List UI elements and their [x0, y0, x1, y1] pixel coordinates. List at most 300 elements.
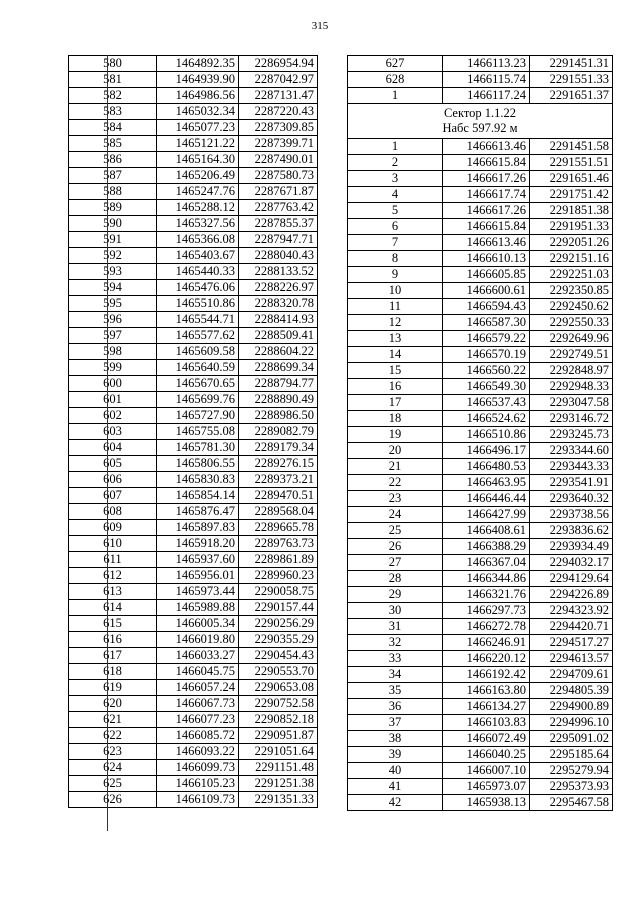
table-row — [348, 459, 613, 475]
point-number: 22 — [348, 475, 443, 491]
table-row — [348, 347, 613, 363]
point-number: 623 — [69, 744, 157, 760]
x-coordinate: 1466072.49 — [443, 731, 530, 747]
x-coordinate: 1465247.76 — [157, 184, 239, 200]
point-number: 598 — [69, 344, 157, 360]
point-number: 581 — [69, 72, 157, 88]
sector-header-row — [348, 104, 613, 139]
point-number: 605 — [69, 456, 157, 472]
table-row — [69, 232, 318, 248]
point-number: 30 — [348, 603, 443, 619]
y-coordinate: 2294517.27 — [530, 635, 613, 651]
table-row — [348, 203, 613, 219]
y-coordinate: 2294129.64 — [530, 571, 613, 587]
y-coordinate: 2288414.93 — [239, 312, 318, 328]
point-number: 611 — [69, 552, 157, 568]
table-row — [348, 155, 613, 171]
table-row — [69, 360, 318, 376]
y-coordinate: 2289276.15 — [239, 456, 318, 472]
y-coordinate: 2287131.47 — [239, 88, 318, 104]
point-number: 625 — [69, 776, 157, 792]
table-row — [348, 427, 613, 443]
table-row — [348, 443, 613, 459]
point-number: 580 — [69, 56, 157, 72]
table-row — [348, 363, 613, 379]
table-row — [69, 744, 318, 760]
y-coordinate: 2293047.58 — [530, 395, 613, 411]
point-number: 27 — [348, 555, 443, 571]
x-coordinate: 1465640.59 — [157, 360, 239, 376]
table-row — [69, 344, 318, 360]
point-number: 24 — [348, 507, 443, 523]
y-coordinate: 2291351.33 — [239, 792, 318, 808]
y-coordinate: 2293640.32 — [530, 491, 613, 507]
point-number: 585 — [69, 136, 157, 152]
point-number: 628 — [348, 72, 443, 88]
point-number: 16 — [348, 379, 443, 395]
x-coordinate: 1466463.95 — [443, 475, 530, 491]
table-row — [348, 171, 613, 187]
y-coordinate: 2291251.38 — [239, 776, 318, 792]
table-row — [69, 648, 318, 664]
x-coordinate: 1466321.76 — [443, 587, 530, 603]
y-coordinate: 2289470.51 — [239, 488, 318, 504]
x-coordinate: 1466246.91 — [443, 635, 530, 651]
sector-header — [348, 104, 613, 139]
y-coordinate: 2287580.73 — [239, 168, 318, 184]
x-coordinate: 1466613.46 — [443, 139, 530, 155]
table-row — [69, 584, 318, 600]
x-coordinate: 1466115.74 — [443, 72, 530, 88]
y-coordinate: 2290852.18 — [239, 712, 318, 728]
x-coordinate: 1466103.83 — [443, 715, 530, 731]
x-coordinate: 1465609.58 — [157, 344, 239, 360]
x-coordinate: 1466560.22 — [443, 363, 530, 379]
y-coordinate: 2289665.78 — [239, 520, 318, 536]
y-coordinate: 2293541.91 — [530, 475, 613, 491]
table-row — [348, 603, 613, 619]
table-row — [69, 248, 318, 264]
table-row — [69, 696, 318, 712]
y-coordinate: 2290355.29 — [239, 632, 318, 648]
table-row — [348, 251, 613, 267]
point-number: 35 — [348, 683, 443, 699]
table-row — [69, 472, 318, 488]
y-coordinate: 2293836.62 — [530, 523, 613, 539]
page-number: 315 — [311, 20, 329, 32]
y-coordinate: 2288890.49 — [239, 392, 318, 408]
table-row — [69, 280, 318, 296]
y-coordinate: 2292550.33 — [530, 315, 613, 331]
point-number: 613 — [69, 584, 157, 600]
x-coordinate: 1465032.34 — [157, 104, 239, 120]
table-row — [348, 683, 613, 699]
x-coordinate: 1466480.53 — [443, 459, 530, 475]
table-row — [69, 184, 318, 200]
y-coordinate: 2293146.72 — [530, 411, 613, 427]
x-coordinate: 1466524.62 — [443, 411, 530, 427]
point-number: 599 — [69, 360, 157, 376]
table-row — [69, 296, 318, 312]
x-coordinate: 1466040.25 — [443, 747, 530, 763]
x-coordinate: 1466093.22 — [157, 744, 239, 760]
y-coordinate: 2291151.48 — [239, 760, 318, 776]
table-row — [348, 587, 613, 603]
point-number: 25 — [348, 523, 443, 539]
table-row — [348, 539, 613, 555]
y-coordinate: 2288320.78 — [239, 296, 318, 312]
point-number: 20 — [348, 443, 443, 459]
x-coordinate: 1466033.27 — [157, 648, 239, 664]
binder-line — [107, 55, 108, 831]
x-coordinate: 1466617.74 — [443, 187, 530, 203]
y-coordinate: 2295373.93 — [530, 779, 613, 795]
x-coordinate: 1466105.23 — [157, 776, 239, 792]
table-row — [69, 440, 318, 456]
y-coordinate: 2291551.33 — [530, 72, 613, 88]
point-number: 31 — [348, 619, 443, 635]
x-coordinate: 1466134.27 — [443, 699, 530, 715]
point-number: 4 — [348, 187, 443, 203]
y-coordinate: 2288986.50 — [239, 408, 318, 424]
x-coordinate: 1465440.33 — [157, 264, 239, 280]
right-table-body — [348, 56, 613, 811]
x-coordinate: 1465918.20 — [157, 536, 239, 552]
y-coordinate: 2295091.02 — [530, 731, 613, 747]
table-row — [348, 395, 613, 411]
x-coordinate: 1465121.22 — [157, 136, 239, 152]
x-coordinate: 1466549.30 — [443, 379, 530, 395]
x-coordinate: 1466019.80 — [157, 632, 239, 648]
x-coordinate: 1466067.73 — [157, 696, 239, 712]
point-number: 36 — [348, 699, 443, 715]
table-row — [69, 776, 318, 792]
table-row — [69, 552, 318, 568]
x-coordinate: 1466613.46 — [443, 235, 530, 251]
point-number: 624 — [69, 760, 157, 776]
table-row — [69, 408, 318, 424]
y-coordinate: 2292151.16 — [530, 251, 613, 267]
point-number: 584 — [69, 120, 157, 136]
table-row — [69, 600, 318, 616]
x-coordinate: 1465476.06 — [157, 280, 239, 296]
point-number: 591 — [69, 232, 157, 248]
point-number: 12 — [348, 315, 443, 331]
point-number: 597 — [69, 328, 157, 344]
x-coordinate: 1466220.12 — [443, 651, 530, 667]
point-number: 607 — [69, 488, 157, 504]
sector-title: Сектор 1.1.22 — [443, 106, 517, 120]
table-row — [69, 152, 318, 168]
x-coordinate: 1466077.23 — [157, 712, 239, 728]
point-number: 627 — [348, 56, 443, 72]
x-coordinate: 1465876.47 — [157, 504, 239, 520]
point-number: 583 — [69, 104, 157, 120]
x-coordinate: 1466344.86 — [443, 571, 530, 587]
table-row — [69, 72, 318, 88]
y-coordinate: 2295185.64 — [530, 747, 613, 763]
table-row — [69, 136, 318, 152]
x-coordinate: 1465327.56 — [157, 216, 239, 232]
table-row — [348, 779, 613, 795]
point-number: 32 — [348, 635, 443, 651]
y-coordinate: 2291451.58 — [530, 139, 613, 155]
point-number: 582 — [69, 88, 157, 104]
y-coordinate: 2291651.37 — [530, 88, 613, 104]
x-coordinate: 1464939.90 — [157, 72, 239, 88]
y-coordinate: 2287042.97 — [239, 72, 318, 88]
y-coordinate: 2291951.33 — [530, 219, 613, 235]
x-coordinate: 1465781.30 — [157, 440, 239, 456]
y-coordinate: 2290157.44 — [239, 600, 318, 616]
table-row — [69, 760, 318, 776]
point-number: 617 — [69, 648, 157, 664]
x-coordinate: 1465077.23 — [157, 120, 239, 136]
y-coordinate: 2289179.34 — [239, 440, 318, 456]
x-coordinate: 1465699.76 — [157, 392, 239, 408]
table-row — [348, 219, 613, 235]
point-number: 595 — [69, 296, 157, 312]
x-coordinate: 1466605.85 — [443, 267, 530, 283]
table-row — [348, 88, 613, 104]
table-row — [348, 667, 613, 683]
y-coordinate: 2290752.58 — [239, 696, 318, 712]
x-coordinate: 1466388.29 — [443, 539, 530, 555]
y-coordinate: 2287763.42 — [239, 200, 318, 216]
x-coordinate: 1466005.34 — [157, 616, 239, 632]
table-row — [69, 504, 318, 520]
x-coordinate: 1466085.72 — [157, 728, 239, 744]
table-row — [69, 488, 318, 504]
y-coordinate: 2288040.43 — [239, 248, 318, 264]
point-number: 612 — [69, 568, 157, 584]
y-coordinate: 2291751.42 — [530, 187, 613, 203]
y-coordinate: 2290058.75 — [239, 584, 318, 600]
table-row — [69, 104, 318, 120]
left-coordinates-table — [68, 55, 318, 808]
point-number: 2 — [348, 155, 443, 171]
y-coordinate: 2287490.01 — [239, 152, 318, 168]
x-coordinate: 1464892.35 — [157, 56, 239, 72]
y-coordinate: 2290553.70 — [239, 664, 318, 680]
y-coordinate: 2295467.58 — [530, 795, 613, 811]
y-coordinate: 2294900.89 — [530, 699, 613, 715]
x-coordinate: 1466163.80 — [443, 683, 530, 699]
x-coordinate: 1466600.61 — [443, 283, 530, 299]
table-row — [69, 728, 318, 744]
y-coordinate: 2290951.87 — [239, 728, 318, 744]
point-number: 618 — [69, 664, 157, 680]
table-row — [348, 715, 613, 731]
table-row — [348, 699, 613, 715]
point-number: 616 — [69, 632, 157, 648]
point-number: 11 — [348, 299, 443, 315]
y-coordinate: 2287399.71 — [239, 136, 318, 152]
x-coordinate: 1466045.75 — [157, 664, 239, 680]
y-coordinate: 2289960.23 — [239, 568, 318, 584]
table-row — [69, 216, 318, 232]
table-row — [69, 168, 318, 184]
x-coordinate: 1466496.17 — [443, 443, 530, 459]
point-number: 587 — [69, 168, 157, 184]
point-number: 1 — [348, 88, 443, 104]
y-coordinate: 2294323.92 — [530, 603, 613, 619]
y-coordinate: 2294226.89 — [530, 587, 613, 603]
point-number: 601 — [69, 392, 157, 408]
x-coordinate: 1466367.04 — [443, 555, 530, 571]
x-coordinate: 1466446.44 — [443, 491, 530, 507]
table-row — [348, 267, 613, 283]
sector-area: Набс 597.92 м — [442, 121, 518, 135]
y-coordinate: 2289373.21 — [239, 472, 318, 488]
table-row — [69, 424, 318, 440]
x-coordinate: 1466117.24 — [443, 88, 530, 104]
point-number: 8 — [348, 251, 443, 267]
point-number: 38 — [348, 731, 443, 747]
point-number: 10 — [348, 283, 443, 299]
y-coordinate: 2295279.94 — [530, 763, 613, 779]
x-coordinate: 1465206.49 — [157, 168, 239, 184]
y-coordinate: 2291051.64 — [239, 744, 318, 760]
y-coordinate: 2288226.97 — [239, 280, 318, 296]
point-number: 7 — [348, 235, 443, 251]
point-number: 626 — [69, 792, 157, 808]
table-row — [348, 491, 613, 507]
x-coordinate: 1466297.73 — [443, 603, 530, 619]
x-coordinate: 1465403.67 — [157, 248, 239, 264]
y-coordinate: 2289082.79 — [239, 424, 318, 440]
right-coordinates-table — [347, 55, 613, 811]
table-row — [348, 56, 613, 72]
table-row — [69, 456, 318, 472]
point-number: 9 — [348, 267, 443, 283]
y-coordinate: 2292051.26 — [530, 235, 613, 251]
point-number: 1 — [348, 139, 443, 155]
y-coordinate: 2292948.33 — [530, 379, 613, 395]
point-number: 602 — [69, 408, 157, 424]
table-row — [348, 379, 613, 395]
point-number: 621 — [69, 712, 157, 728]
x-coordinate: 1465830.83 — [157, 472, 239, 488]
y-coordinate: 2293245.73 — [530, 427, 613, 443]
y-coordinate: 2287309.85 — [239, 120, 318, 136]
x-coordinate: 1466617.26 — [443, 203, 530, 219]
table-row — [69, 680, 318, 696]
y-coordinate: 2288509.41 — [239, 328, 318, 344]
point-number: 40 — [348, 763, 443, 779]
point-number: 29 — [348, 587, 443, 603]
point-number: 34 — [348, 667, 443, 683]
point-number: 23 — [348, 491, 443, 507]
table-row — [348, 619, 613, 635]
point-number: 600 — [69, 376, 157, 392]
point-number: 39 — [348, 747, 443, 763]
table-row — [69, 792, 318, 808]
x-coordinate: 1465577.62 — [157, 328, 239, 344]
x-coordinate: 1464986.56 — [157, 88, 239, 104]
point-number: 593 — [69, 264, 157, 280]
table-row — [348, 299, 613, 315]
table-row — [69, 632, 318, 648]
table-row — [348, 475, 613, 491]
x-coordinate: 1466510.86 — [443, 427, 530, 443]
table-row — [348, 571, 613, 587]
x-coordinate: 1465938.13 — [443, 795, 530, 811]
x-coordinate: 1466057.24 — [157, 680, 239, 696]
point-number: 37 — [348, 715, 443, 731]
x-coordinate: 1465973.07 — [443, 779, 530, 795]
point-number: 21 — [348, 459, 443, 475]
y-coordinate: 2291551.51 — [530, 155, 613, 171]
table-row — [348, 283, 613, 299]
table-row — [69, 120, 318, 136]
table-row — [348, 235, 613, 251]
x-coordinate: 1466615.84 — [443, 219, 530, 235]
x-coordinate: 1466408.61 — [443, 523, 530, 539]
table-row — [69, 712, 318, 728]
y-coordinate: 2291651.46 — [530, 171, 613, 187]
point-number: 41 — [348, 779, 443, 795]
x-coordinate: 1465854.14 — [157, 488, 239, 504]
table-row — [69, 376, 318, 392]
table-row — [69, 312, 318, 328]
x-coordinate: 1466113.23 — [443, 56, 530, 72]
table-row — [348, 315, 613, 331]
point-number: 620 — [69, 696, 157, 712]
y-coordinate: 2291851.38 — [530, 203, 613, 219]
y-coordinate: 2289763.73 — [239, 536, 318, 552]
y-coordinate: 2288794.77 — [239, 376, 318, 392]
x-coordinate: 1465973.44 — [157, 584, 239, 600]
y-coordinate: 2292749.51 — [530, 347, 613, 363]
table-row — [348, 331, 613, 347]
point-number: 17 — [348, 395, 443, 411]
y-coordinate: 2290256.29 — [239, 616, 318, 632]
point-number: 615 — [69, 616, 157, 632]
x-coordinate: 1466192.42 — [443, 667, 530, 683]
x-coordinate: 1465989.88 — [157, 600, 239, 616]
x-coordinate: 1465164.30 — [157, 152, 239, 168]
x-coordinate: 1466587.30 — [443, 315, 530, 331]
x-coordinate: 1466007.10 — [443, 763, 530, 779]
point-number: 14 — [348, 347, 443, 363]
table-row — [348, 635, 613, 651]
y-coordinate: 2294805.39 — [530, 683, 613, 699]
point-number: 6 — [348, 219, 443, 235]
table-row — [69, 520, 318, 536]
point-number: 15 — [348, 363, 443, 379]
y-coordinate: 2294420.71 — [530, 619, 613, 635]
y-coordinate: 2293344.60 — [530, 443, 613, 459]
point-number: 3 — [348, 171, 443, 187]
x-coordinate: 1466617.26 — [443, 171, 530, 187]
point-number: 28 — [348, 571, 443, 587]
y-coordinate: 2294709.61 — [530, 667, 613, 683]
y-coordinate: 2293443.33 — [530, 459, 613, 475]
x-coordinate: 1465510.86 — [157, 296, 239, 312]
y-coordinate: 2290653.08 — [239, 680, 318, 696]
y-coordinate: 2294996.10 — [530, 715, 613, 731]
table-row — [348, 763, 613, 779]
y-coordinate: 2293934.49 — [530, 539, 613, 555]
y-coordinate: 2294032.17 — [530, 555, 613, 571]
table-row — [69, 536, 318, 552]
y-coordinate: 2288699.34 — [239, 360, 318, 376]
point-number: 603 — [69, 424, 157, 440]
table-row — [69, 328, 318, 344]
point-number: 590 — [69, 216, 157, 232]
y-coordinate: 2286954.94 — [239, 56, 318, 72]
